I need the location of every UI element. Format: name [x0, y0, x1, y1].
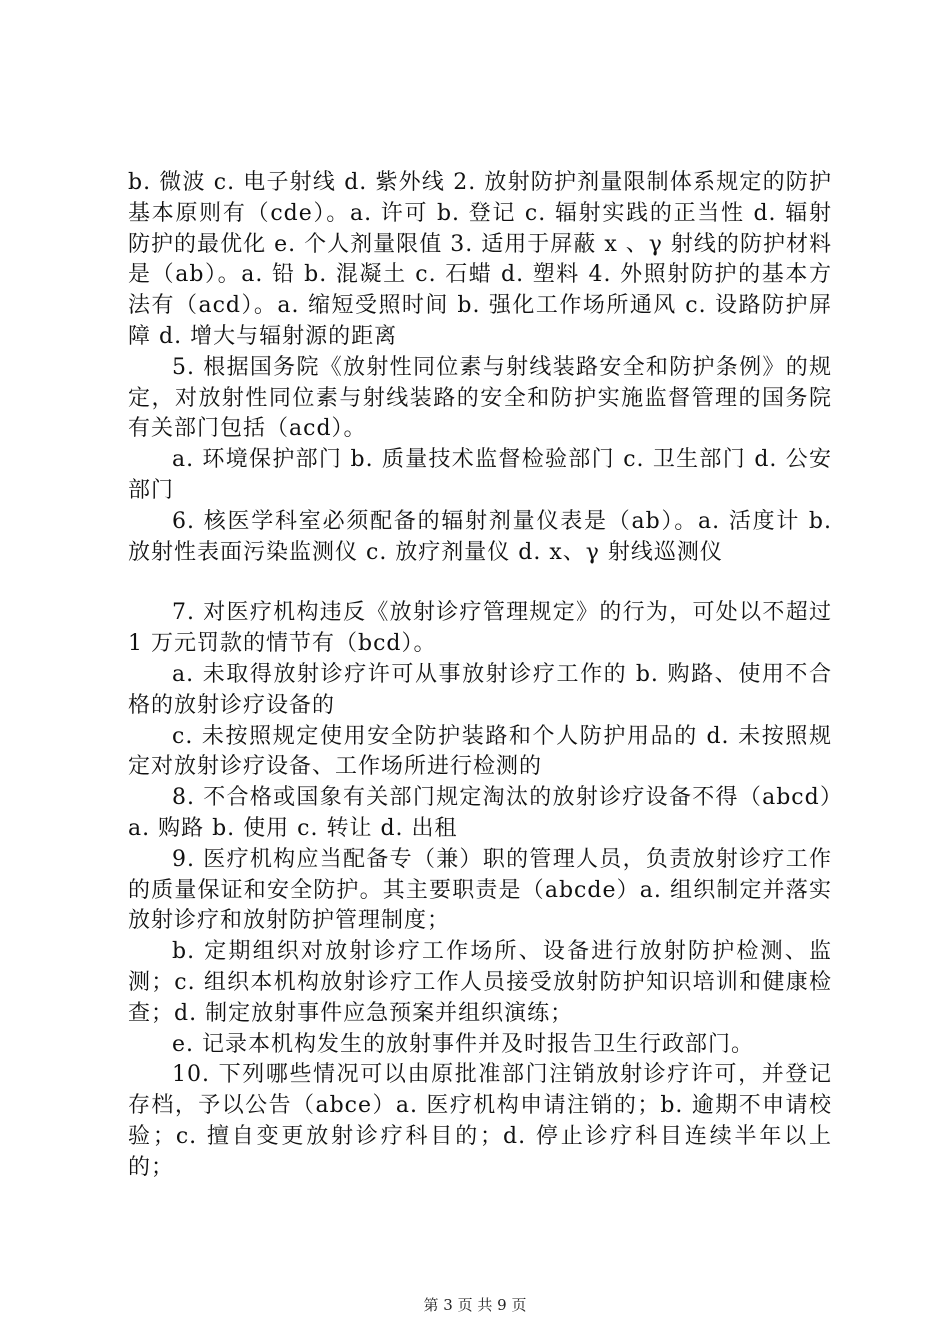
paragraph-question-9-options-bcd: b. 定期组织对放射诊疗工作场所、设备进行放射防护检测、监测；c. 组织本机构放射诊疗工作人员接受放射防护知识培训和健康检查；d. 制定放射事件应急预案并组织演练； [128, 939, 832, 1026]
paragraph-question-9: 9. 医疗机构应当配备专（兼）职的管理人员，负责放射诊疗工作的质量保证和安全防护。其主要职责是（abcde）a. 组织制定并落实放射诊疗和放射防护管理制度； [128, 846, 832, 934]
paragraph-question-7: 7. 对医疗机构违反《放射诊疗管理规定》的行为，可处以不超过 1 万元罚款的情节有（bcd）。 [128, 600, 832, 657]
paragraph-question-9-option-e: e. 记录本机构发生的放射事件并及时报告卫生行政部门。 [172, 1031, 755, 1057]
paragraph-question-10: 10. 下列哪些情况可以由原批准部门注销放射诊疗许可，并登记存档，予以公告（abce）a. 医疗机构申请注销的；b. 逾期不申请校验；c. 擅自变更放射诊疗科目的；d. 停止诊疗科目连续半年以上的； [128, 1062, 832, 1180]
paragraph-question-7-options-ab: a. 未取得放射诊疗许可从事放射诊疗工作的 b. 购路、使用不合格的放射诊疗设备的 [128, 661, 832, 718]
paragraph-question-8: 8. 不合格或国象有关部门规定淘汰的放射诊疗设备不得（abcd）a. 购路 b. 使用 c. 转让 d. 出租 [128, 785, 832, 841]
paragraph-question-7-options-cd: c. 未按照规定使用安全防护装路和个人防护用品的 d. 未按照规定对放射诊疗设备、工作场所进行检测的 [128, 723, 832, 780]
page-number-footer: 第 3 页 共 9 页 [423, 1296, 527, 1314]
paragraph-question-5: 5. 根据国务院《放射性同位素与射线装路安全和防护条例》的规定，对放射性同位素与射线装路的安全和防护实施监督管理的国务院有关部门包括（acd）。 [128, 354, 832, 442]
paragraph-question-5-options: a. 环境保护部门 b. 质量技术监督检验部门 c. 卫生部门 d. 公安部门 [128, 447, 832, 503]
paragraph-questions-1-to-4: b. 微波 c. 电子射线 d. 紫外线 2. 放射防护剂量限制体系规定的防护基本原则有（cde）。a. 许可 b. 登记 c. 辐射实践的正当性 d. 辐射防护的最优化 e. 个人剂量限值 3. 适用于屏蔽 x 、γ 射线的防护材料是（ab）。a. 铅 b. 混凝土 c. 石蜡 d. 塑料 4. 外照射防护的基本方法有（acd）。a. 缩短受照时间 b. 强化工作场所通风 c. 设路防护屏障 d. 增大与辐射源的距离 [128, 170, 832, 349]
document-body [128, 168, 832, 1184]
paragraph-question-6: 6. 核医学科室必须配备的辐射剂量仪表是（ab）。a. 活度计 b. 放射性表面污染监测仪 c. 放疗剂量仪 d. x、γ 射线巡测仪 [128, 508, 832, 565]
